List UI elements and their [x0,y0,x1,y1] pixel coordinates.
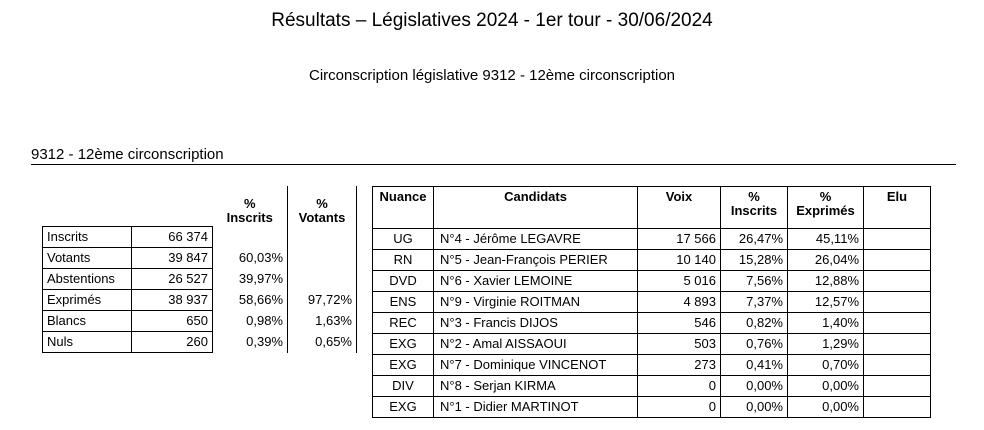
stats-table [42,186,357,353]
candidate-pct-inscrits: 0,00% [721,376,788,397]
header-pct-sign: % [243,195,256,211]
stats-header-pct-votants [288,186,357,227]
candidate-nuance: REC [373,313,434,334]
header-nuance: Nuance [373,187,434,229]
candidate-pct-inscrits: 15,28% [721,250,788,271]
header-votants: Votants [298,209,346,225]
candidate-nuance: UG [373,229,434,250]
candidate-elu [864,376,931,397]
header-pct-sign: % [748,189,760,204]
candidate-name: N°5 - Jean-François PERIER [434,250,638,271]
candidate-voix: 5 016 [638,271,721,292]
stats-value: 66 374 [132,227,213,248]
candidate-elu [864,397,931,418]
candidate-pct-exprimes: 12,88% [788,271,864,292]
page-subtitle: Circonscription législative 9312 - 12ème circonscription [309,67,675,84]
candidate-row [373,250,931,271]
candidate-voix: 0 [638,397,721,418]
stats-pct-votants [288,248,357,269]
stats-value: 38 937 [132,290,213,311]
candidate-elu [864,250,931,271]
candidate-pct-inscrits: 0,41% [721,355,788,376]
header-pct-sign: % [819,189,832,204]
candidate-voix: 10 140 [638,250,721,271]
candidate-voix: 273 [638,355,721,376]
candidate-voix: 503 [638,334,721,355]
candidate-row [373,271,931,292]
stats-label: Nuls [43,332,132,353]
candidate-pct-exprimes: 12,57% [788,292,864,313]
stats-label: Blancs [43,311,132,332]
candidate-pct-inscrits: 7,37% [721,292,788,313]
candidates-table [372,186,931,418]
candidate-name: N°4 - Jérôme LEGAVRE [434,229,638,250]
candidate-elu [864,313,931,334]
candidate-name: N°9 - Virginie ROITMAN [434,292,638,313]
candidate-nuance: ENS [373,292,434,313]
candidate-pct-inscrits: 7,56% [721,271,788,292]
candidate-pct-exprimes: 26,04% [788,250,864,271]
page-title: Résultats – Législatives 2024 - 1er tour - 30/06/2024 [271,10,713,31]
stats-row [43,290,357,311]
stats-pct-votants: 1,63% [288,311,357,332]
stats-label: Votants [43,248,132,269]
stats-pct-votants [288,269,357,290]
stats-value: 39 847 [132,248,213,269]
header-elu: Elu [864,187,931,229]
header-candidats: Candidats [434,187,638,229]
candidate-elu [864,334,931,355]
header-voix: Voix [638,187,721,229]
candidate-row [373,334,931,355]
candidate-name: N°8 - Serjan KIRMA [434,376,638,397]
stats-pct-inscrits: 0,98% [246,313,283,328]
candidate-voix: 17 566 [638,229,721,250]
candidate-voix: 546 [638,313,721,334]
stats-pct-inscrits: 0,39% [246,334,283,349]
candidate-nuance: EXG [373,397,434,418]
stats-pct-votants: 0,65% [288,332,357,353]
candidate-pct-inscrits: 0,76% [721,334,788,355]
header-inscrits: Inscrits [730,203,778,218]
candidate-name: N°3 - Francis DIJOS [434,313,638,334]
candidate-elu [864,292,931,313]
candidate-nuance: EXG [373,355,434,376]
candidate-name: N°6 - Xavier LEMOINE [434,271,638,292]
candidate-row [373,376,931,397]
stats-row [43,332,357,353]
candidate-pct-inscrits: 0,00% [721,397,788,418]
candidate-pct-exprimes: 0,00% [788,397,864,418]
candidate-pct-exprimes: 0,00% [788,376,864,397]
candidate-pct-exprimes: 1,29% [788,334,864,355]
stats-header-blank [132,186,213,227]
stats-value: 650 [132,311,213,332]
candidate-nuance: DVD [373,271,434,292]
stats-row [43,311,357,332]
stats-label: Exprimés [43,290,132,311]
candidate-row [373,355,931,376]
stats-pct-inscrits: 60,03% [238,250,283,265]
candidate-name: N°1 - Didier MARTINOT [434,397,638,418]
candidate-nuance: DIV [373,376,434,397]
candidate-voix: 0 [638,376,721,397]
header-exprimes: Exprimés [796,203,855,218]
header-inscrits: Inscrits [226,209,273,225]
header-pct-exprimes [788,187,864,229]
candidate-pct-exprimes: 1,40% [788,313,864,334]
stats-row [43,227,357,248]
candidate-row [373,397,931,418]
candidate-elu [864,229,931,250]
candidate-row [373,229,931,250]
header-pct-sign: % [316,195,328,211]
candidates-header-row [373,187,931,229]
stats-pct-votants: 97,72% [288,290,357,311]
stats-header-row [43,186,357,227]
candidate-row [373,292,931,313]
candidate-pct-exprimes: 45,11% [788,229,864,250]
stats-header-pct-inscrits [213,186,288,227]
stats-pct-votants [288,227,357,248]
stats-row [43,248,357,269]
section-title: 9312 - 12ème circonscription [31,146,956,165]
candidate-name: N°7 - Dominique VINCENOT [434,355,638,376]
candidate-pct-inscrits: 0,82% [721,313,788,334]
stats-row [43,269,357,290]
candidate-elu [864,271,931,292]
header-pct-inscrits [721,187,788,229]
stats-label: Abstentions [43,269,132,290]
candidate-name: N°2 - Amal AISSAOUI [434,334,638,355]
candidate-pct-inscrits: 26,47% [721,229,788,250]
stats-header-blank [43,186,132,227]
stats-pct-inscrits: 39,97% [238,271,283,286]
candidate-pct-exprimes: 0,70% [788,355,864,376]
stats-label: Inscrits [43,227,132,248]
stats-pct-inscrits [213,227,288,248]
candidate-row [373,313,931,334]
stats-value: 26 527 [132,269,213,290]
candidate-nuance: EXG [373,334,434,355]
candidate-nuance: RN [373,250,434,271]
stats-pct-inscrits: 58,66% [238,292,283,307]
stats-value: 260 [132,332,213,353]
candidate-voix: 4 893 [638,292,721,313]
candidate-elu [864,355,931,376]
